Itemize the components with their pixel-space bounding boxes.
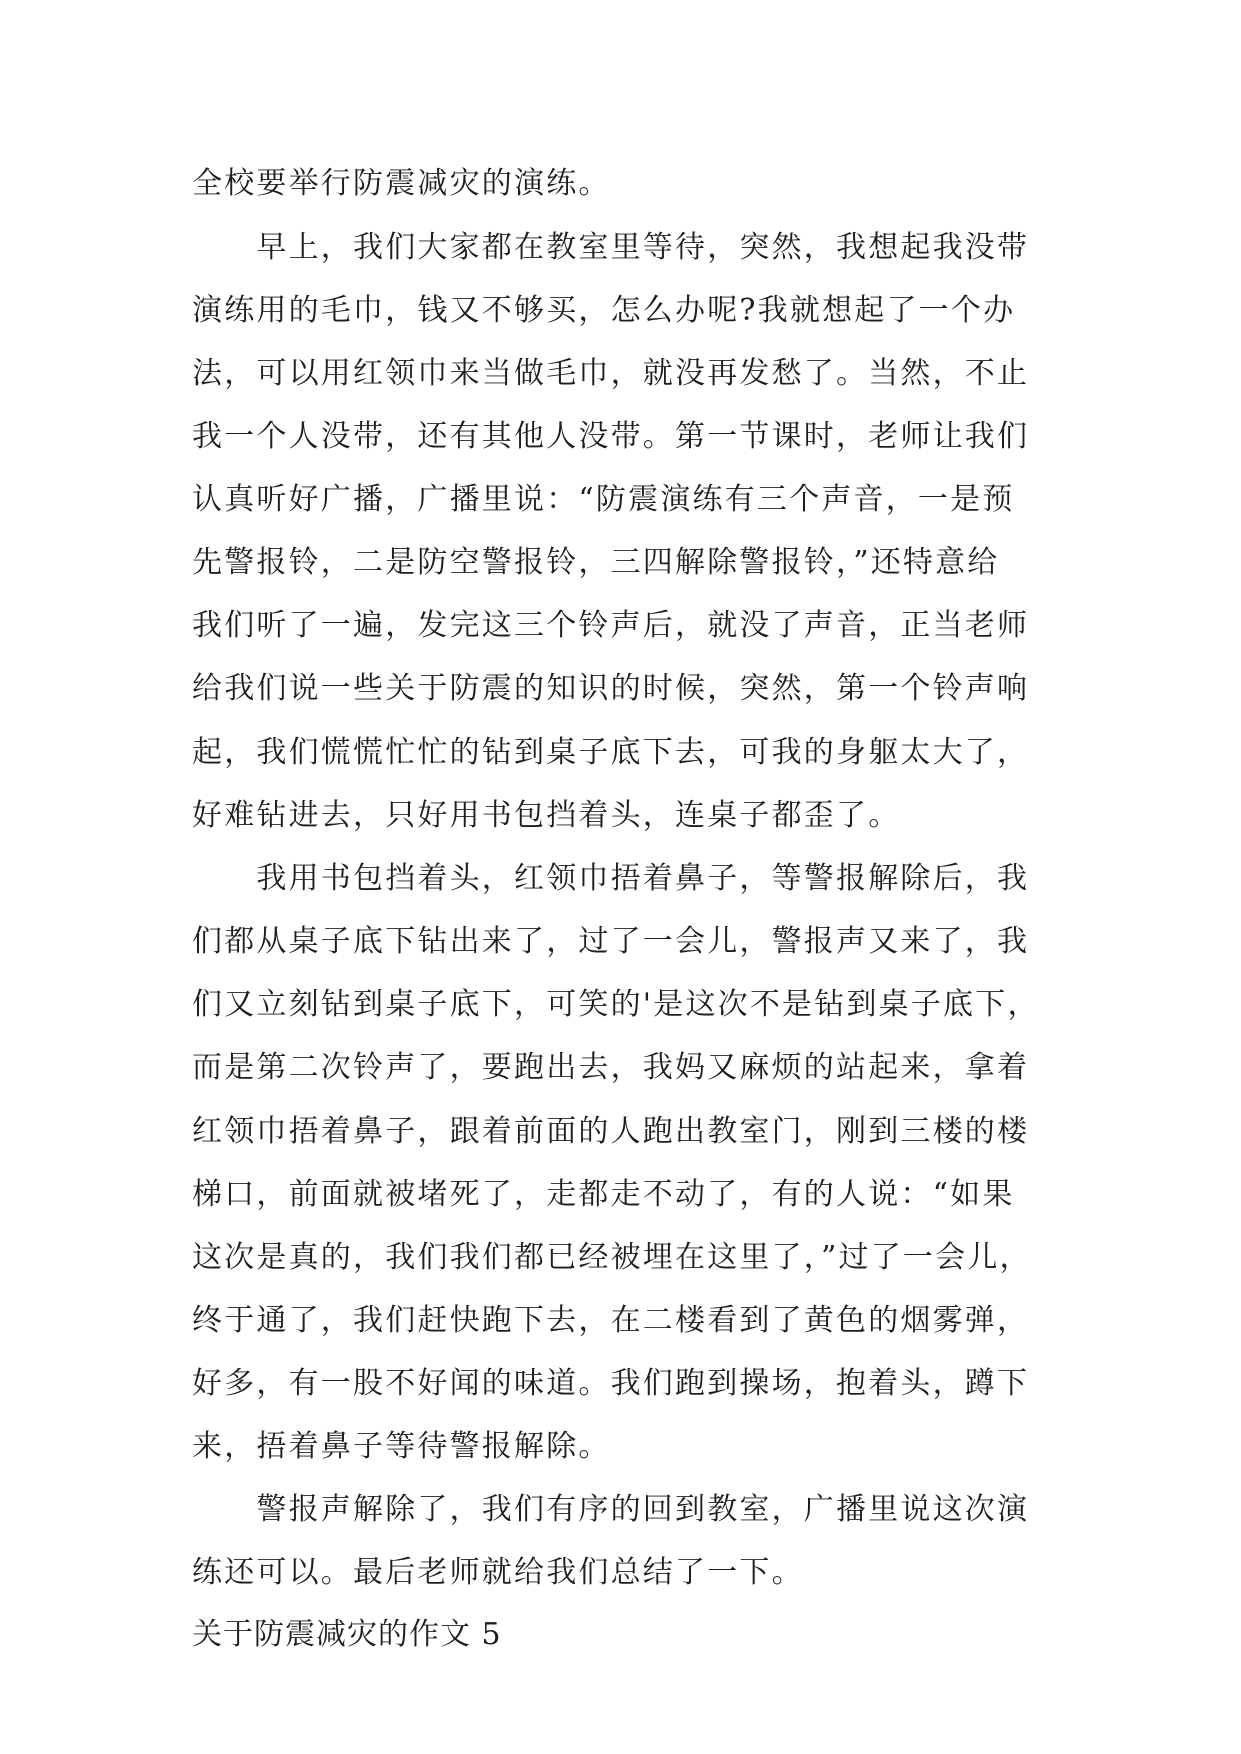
text-line: 我们听了一遍，发完这三个铃声后，就没了声音，正当老师 [192, 608, 1030, 643]
text-line: 先警报铃，二是防空警报铃，三四解除警报铃，”还特意给 [192, 545, 1000, 580]
section-heading: 关于防震减灾的作文 5 [192, 1617, 502, 1652]
text-line: 法，可以用红领巾来当做毛巾，就没再发愁了。当然，不止 [192, 356, 1030, 391]
text-line: 们都从桌子底下钻出来了，过了一会儿，警报声又来了，我 [192, 924, 1030, 959]
text-line: 这次是真的，我们我们都已经被埋在这里了，”过了一会儿， [192, 1240, 1032, 1275]
text-line: 我一个人没带，还有其他人没带。第一节课时，老师让我们 [192, 419, 1030, 454]
text-line: 演练用的毛巾，钱又不够买，怎么办呢?我就想起了一个办 [192, 293, 1016, 328]
text-line: 认真听好广播，广播里说：“防震演练有三个声音，一是预 [192, 482, 1015, 517]
text-line: 好多，有一股不好闻的味道。我们跑到操场，抱着头，蹲下 [192, 1366, 1030, 1401]
text-line: 好难钻进去，只好用书包挡着头，连桌子都歪了。 [192, 798, 901, 833]
text-line: 红领巾捂着鼻子，跟着前面的人跑出教室门，刚到三楼的楼 [192, 1114, 1030, 1149]
text-line: 全校要举行防震减灾的演练。 [192, 166, 611, 201]
text-line: 起，我们慌慌忙忙的钻到桌子底下去，可我的身躯太大了， [192, 735, 1030, 770]
text-line: 们又立刻钻到桌子底下，可笑的'是这次不是钻到桌子底下， [192, 987, 1040, 1022]
text-line: 警报声解除了，我们有序的回到教室，广播里说这次演 [192, 1492, 1030, 1527]
text-line: 而是第二次铃声了，要跑出去，我妈又麻烦的站起来，拿着 [192, 1050, 1030, 1085]
text-line: 练还可以。最后老师就给我们总结了一下。 [192, 1555, 804, 1590]
text-line: 梯口，前面就被堵死了，走都走不动了，有的人说：“如果 [192, 1177, 1015, 1212]
text-line: 终于通了，我们赶快跑下去，在二楼看到了黄色的烟雾弹， [192, 1303, 1030, 1338]
text-line: 来，捂着鼻子等待警报解除。 [192, 1429, 611, 1464]
text-line: 给我们说一些关于防震的知识的时候，突然，第一个铃声响 [192, 671, 1030, 706]
text-line: 我用书包挡着头，红领巾捂着鼻子，等警报解除后，我 [192, 861, 1030, 896]
text-line: 早上，我们大家都在教室里等待，突然，我想起我没带 [192, 230, 1030, 265]
